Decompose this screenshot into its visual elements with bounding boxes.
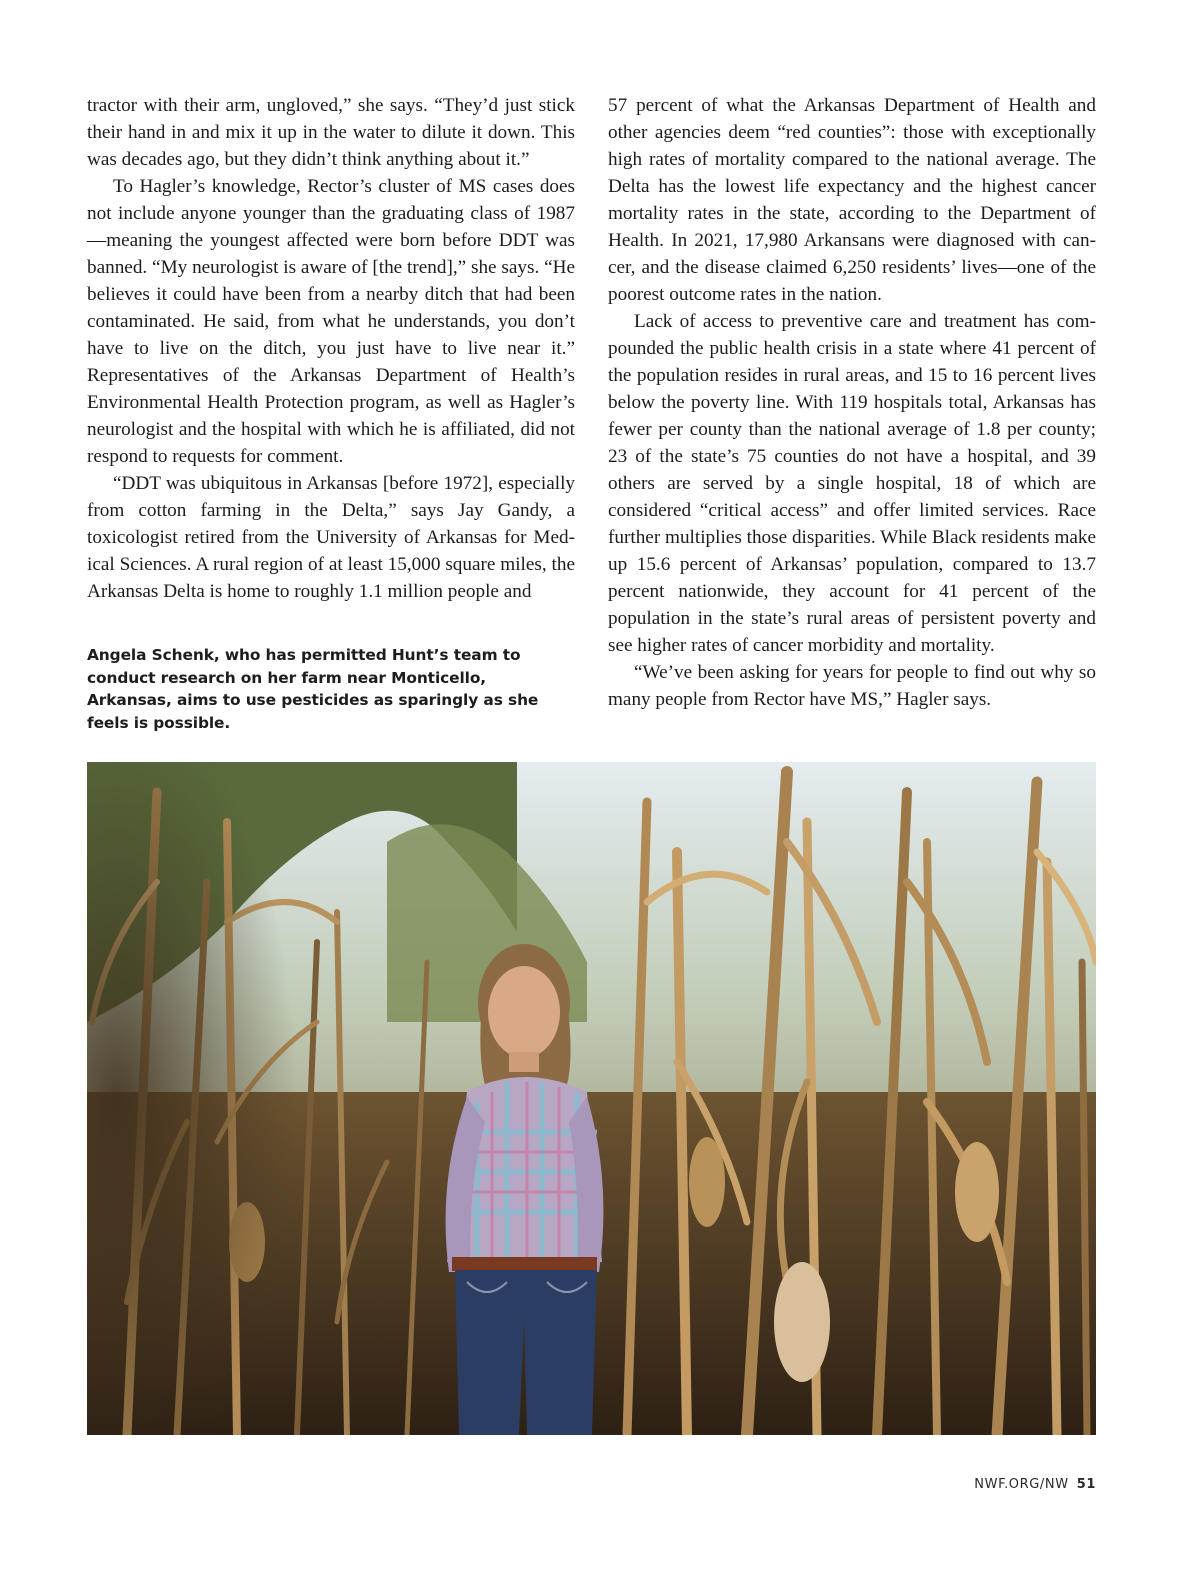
article-column-right — [608, 92, 1096, 713]
cornfield-portrait-photo — [87, 762, 1096, 1435]
page-number: 51 — [1076, 1477, 1096, 1492]
paragraph: “We’ve been asking for years for people to find out why so many people from Rector have MS,” Hagler says. — [608, 662, 1096, 710]
article-column-left — [87, 92, 575, 605]
paragraph: 57 percent of what the Arkansas Department of Health and other agencies deem “red counties”: those with exceptionally high rates of mortality compared to the national average. The Delta has the lowest life expectancy and the highest cancer mortality rates in the state, according to the Department of Health. In 2021, 17,980 Arkansans were diagnosed with cancer, and the disease claimed 6,250 residents’ lives—one of the poorest outcome rates in the nation. — [608, 95, 1096, 305]
footer-site-url: NWF.ORG/NW — [974, 1477, 1069, 1492]
paragraph: Lack of access to preventive care and treatment has compounded the public health crisis in a state where 41 percent of the population resides in rural areas, and 15 to 16 percent lives below the poverty line. With 119 hospitals total, Arkansas has fewer per county than the national average of 1.8 per county; 23 of the state’s 75 counties do not have a hospital, and 39 others are served by a single hospital, 18 of which are considered “critical access” and offer limited services. Race further multiplies those disparities. While Black residents make up 15.6 percent of Arkansas’ population, compared to 13.7 percent nationwide, they account for 41 percent of the population in the state’s rural areas of persistent poverty and see higher rates of cancer morbidity and mortality. — [608, 311, 1096, 656]
paragraph: To Hagler’s knowledge, Rector’s cluster of MS cases does not include anyone younger than the graduating class of 1987—meaning the youngest affected were born before DDT was banned. “My neurologist is aware of [the trend],” she says. “He believes it could have been from a nearby ditch that had been contaminated. He said, from what he understands, you don’t have to live on the ditch, you just have to live near it.” Representatives of the Arkansas Department of Health’s Environmental Health Protection program, as well as Hagler’s neurologist and the hospital with which he is affiliated, did not respond to requests for comment. — [87, 176, 575, 467]
page-footer — [974, 1477, 1096, 1492]
paragraph: tractor with their arm, ungloved,” she says. “They’d just stick their hand in and mix it up in the water to dilute it down. This was decades ago, but they didn’t think anything about it.” — [87, 95, 575, 170]
photo-caption: Angela Schenk, who has permitted Hunt’s team to conduct research on her farm near Monticello, Arkansas, aims to use pesticides as sparingly as she feels is possible. — [87, 646, 539, 732]
paragraph: “DDT was ubiquitous in Arkansas [before 1972], especially from cotton farming in the Delta,” says Jay Gandy, a toxicologist retired from the University of Arkansas for Medical Sciences. A rural region of at least 15,000 square miles, the Arkansas Delta is home to roughly 1.1 million people and — [87, 473, 575, 602]
